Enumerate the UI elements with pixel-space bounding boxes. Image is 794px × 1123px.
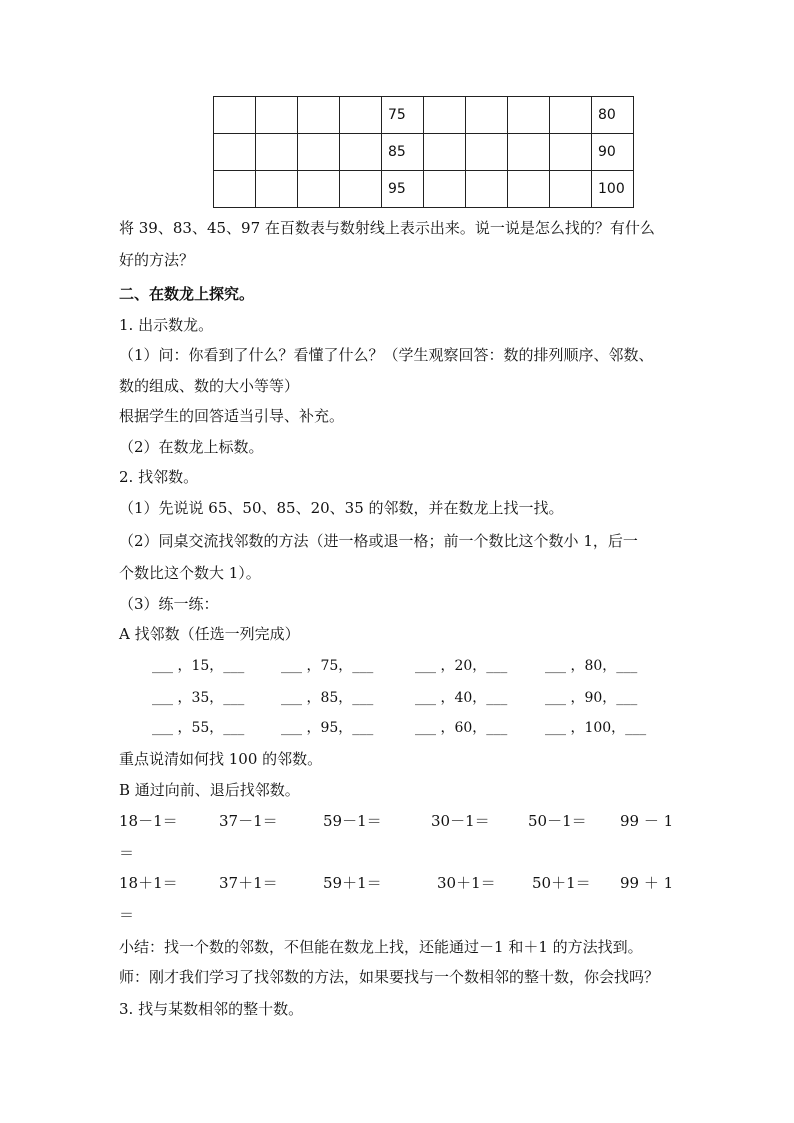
method-line-1: （2）同桌交流找邻数的方法（进一格或退一格；前一个数比这个数小 1，后一 xyxy=(119,532,638,550)
neighbor-exercise: ___ ，75，___ xyxy=(281,658,374,674)
equation: 50－1＝ xyxy=(528,812,587,830)
focus-note: 重点说清如何找 100 的邻数。 xyxy=(119,750,323,768)
hundred-table-cell xyxy=(466,97,508,134)
hundred-table-cell xyxy=(550,97,592,134)
hundred-table-cell xyxy=(508,134,550,171)
neighbor-exercise: ___ ，20，___ xyxy=(415,658,508,674)
part-a-title: A 找邻数（任选一列完成） xyxy=(119,625,300,643)
hundred-table-cell xyxy=(340,134,382,171)
equation: 50＋1＝ xyxy=(532,874,591,892)
task-line-2: 好的方法？ xyxy=(119,251,195,269)
hundred-table-cell xyxy=(298,97,340,134)
question-line-2: 数的组成、数的大小等等） xyxy=(119,377,300,395)
neighbor-exercise: ___ ，15，___ xyxy=(152,658,245,674)
hundred-table-row xyxy=(214,171,634,208)
hundred-table-row xyxy=(214,97,634,134)
hundred-table-cell: 90 xyxy=(592,134,634,171)
hundred-table-cell xyxy=(424,97,466,134)
equation: 99 ＋ 1 xyxy=(620,874,674,892)
method-line-2: 个数比这个数大 1）。 xyxy=(119,564,261,582)
neighbor-exercise: ___ ，40，___ xyxy=(415,690,508,706)
mark-numbers-line: （2）在数龙上标数。 xyxy=(119,438,264,456)
hundred-table-cell xyxy=(550,134,592,171)
plus-wrap: ＝ xyxy=(119,906,135,924)
teacher-line: 师：刚才我们学习了找邻数的方法，如果要找与一个数相邻的整十数，你会找吗？ xyxy=(119,968,660,986)
section-heading: 二、在数龙上探究。 xyxy=(119,285,255,303)
hundred-table-cell xyxy=(550,171,592,208)
neighbors-line: （1）先说说 65、50、85、20、35 的邻数，并在数龙上找一找。 xyxy=(119,499,564,517)
hundred-table xyxy=(213,96,634,208)
hundred-table-row xyxy=(214,134,634,171)
neighbor-exercise: ___ ，35，___ xyxy=(152,690,245,706)
neighbor-exercise: ___ ，85，___ xyxy=(281,690,374,706)
hundred-table-cell xyxy=(214,134,256,171)
hundred-table-cell xyxy=(256,97,298,134)
hundred-table-cell: 85 xyxy=(382,134,424,171)
equation: 59－1＝ xyxy=(323,812,382,830)
practice-line: （3）练一练： xyxy=(119,595,219,613)
neighbor-exercise: ___ ，55，___ xyxy=(152,720,245,736)
hundred-table-cell xyxy=(298,134,340,171)
neighbor-exercise: ___ ，80，___ xyxy=(545,658,638,674)
hundred-table-cell xyxy=(256,134,298,171)
equation: 30＋1＝ xyxy=(437,874,496,892)
equation: 18＋1＝ xyxy=(119,874,178,892)
hundred-table-cell xyxy=(466,134,508,171)
hundred-table-cell xyxy=(340,171,382,208)
hundred-table-cell xyxy=(424,171,466,208)
summary-line: 小结：找一个数的邻数，不但能在数龙上找，还能通过－1 和＋1 的方法找到。 xyxy=(119,938,643,956)
hundred-table-cell xyxy=(256,171,298,208)
equation: 30－1＝ xyxy=(431,812,490,830)
equation: 59＋1＝ xyxy=(323,874,382,892)
equation: 18－1＝ xyxy=(119,812,178,830)
hundred-table-cell xyxy=(214,171,256,208)
step-3: 3. 找与某数相邻的整十数。 xyxy=(119,1000,304,1018)
hundred-table-cell: 75 xyxy=(382,97,424,134)
hundred-table-cell xyxy=(508,171,550,208)
step-2: 2. 找邻数。 xyxy=(119,468,199,486)
hundred-table-cell xyxy=(298,171,340,208)
hundred-table-cell: 100 xyxy=(592,171,634,208)
part-b-title: B 通过向前、退后找邻数。 xyxy=(119,781,300,799)
minus-wrap: ＝ xyxy=(119,844,135,862)
equation: 37－1＝ xyxy=(219,812,278,830)
hundred-table-cell xyxy=(214,97,256,134)
hundred-table-cell xyxy=(466,171,508,208)
hundred-table-cell xyxy=(508,97,550,134)
neighbor-exercise: ___ ，95，___ xyxy=(281,720,374,736)
hundred-table-cell xyxy=(424,134,466,171)
hundred-table-cell: 95 xyxy=(382,171,424,208)
neighbor-exercise: ___ ，60，___ xyxy=(415,720,508,736)
question-line-1: （1）问：你看到了什么？看懂了什么？（学生观察回答：数的排列顺序、邻数、 xyxy=(119,346,654,364)
neighbor-exercise: ___ ，100，___ xyxy=(545,720,647,736)
guidance-line: 根据学生的回答适当引导、补充。 xyxy=(119,407,345,425)
equation: 37＋1＝ xyxy=(219,874,278,892)
task-line-1: 将 39、83、45、97 在百数表与数射线上表示出来。说一说是怎么找的？有什么 xyxy=(119,219,655,237)
neighbor-exercise: ___ ，90，___ xyxy=(545,690,638,706)
hundred-table-cell: 80 xyxy=(592,97,634,134)
step-1: 1. 出示数龙。 xyxy=(119,316,214,334)
hundred-table-cell xyxy=(340,97,382,134)
equation: 99 － 1 xyxy=(620,812,674,830)
